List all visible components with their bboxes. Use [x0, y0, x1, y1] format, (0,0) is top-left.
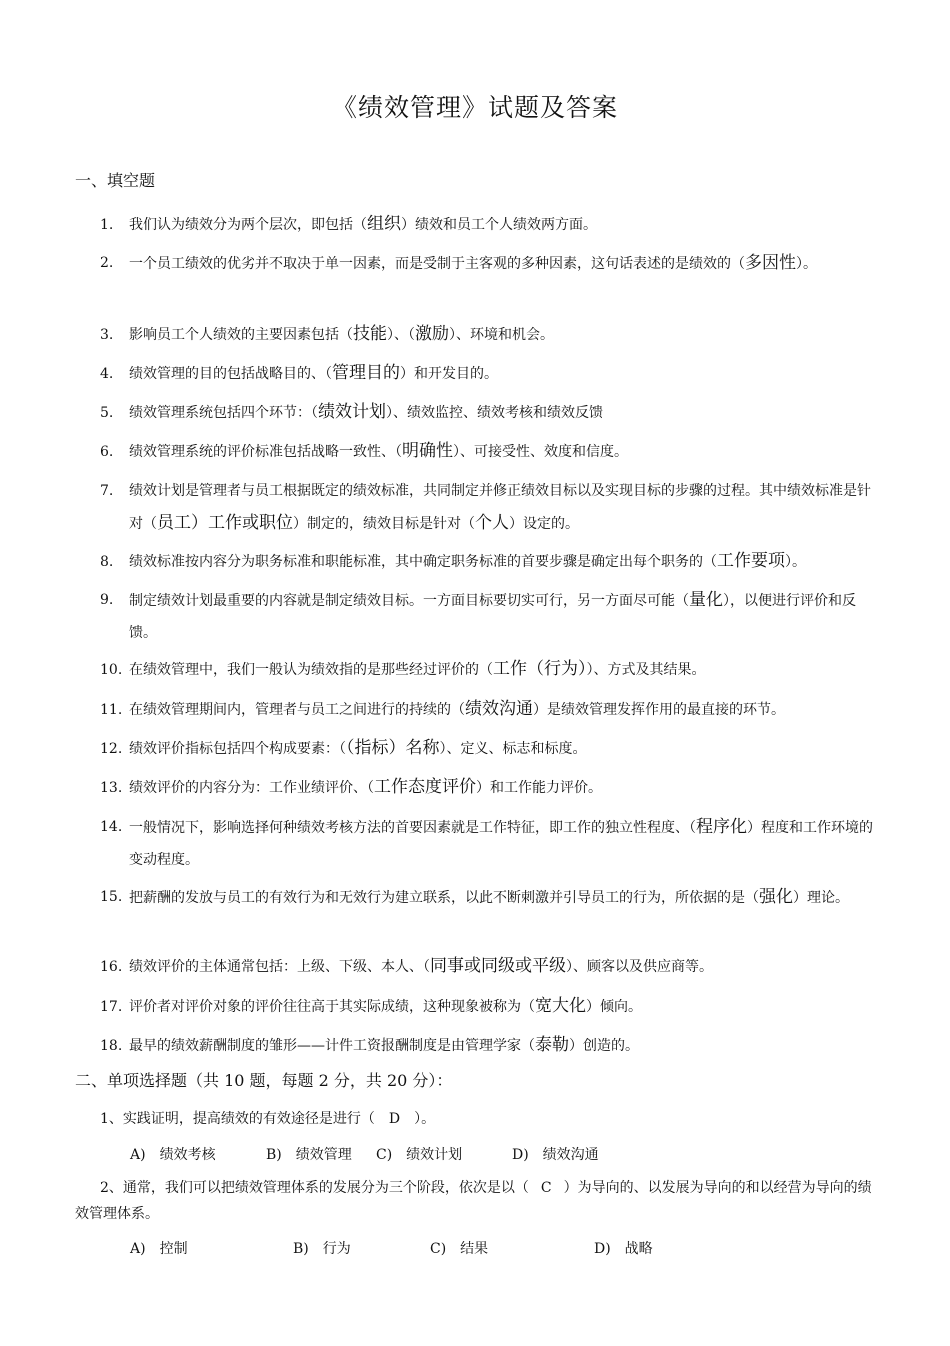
- answer: 量化: [689, 590, 723, 610]
- answer: 组织: [367, 214, 401, 234]
- option-b: B) 绩效管理: [266, 1147, 352, 1163]
- option-a: A) 绩效考核: [130, 1147, 216, 1163]
- fill-in-question-15: 15. 把薪酬的发放与员工的有效行为和无效行为建立联系，以此不断刺激并引导员工的行为，所依据的是（强化）理论。: [100, 887, 849, 907]
- answer: 技能: [353, 324, 387, 344]
- fill-in-question-11: 11. 在绩效管理期间内，管理者与员工之间进行的持续的（绩效沟通）是绩效管理发挥作用的最直接的环节。: [100, 699, 785, 719]
- option-d: D) 绩效沟通: [512, 1147, 599, 1163]
- answer: 多因性: [745, 253, 796, 273]
- choice-question-2: 2、通常，我们可以把绩效管理体系的发展分为三个阶段，依次是以（ C ）为导向的、以发展为导向的和以经营为导向的绩效管理体系。: [75, 1175, 880, 1227]
- fill-in-question-2: 2. 一个员工绩效的优劣并不取决于单一因素，而是受制于主客观的多种因素，这句话表述的是绩效的（多因性）。: [100, 253, 817, 273]
- fill-in-question-12: 12. 绩效评价指标包括四个构成要素：（（指标）名称）、定义、标志和标度。: [100, 738, 587, 758]
- answer: 工作（行为）: [493, 659, 587, 679]
- fill-in-question-10: 10. 在绩效管理中，我们一般认为绩效指的是那些经过评价的（工作（行为））、方式及其结果。: [100, 659, 706, 679]
- fill-in-question-7: 7. 绩效计划是管理者与员工根据既定的绩效标准，共同制定并修正绩效目标以及实现目标的步骤的过程。其中绩效标准是针对（员工）工作或职位）制定的，绩效目标是针对（个人）设定的。: [100, 483, 871, 533]
- answer: 个人: [475, 513, 509, 533]
- fill-in-question-17: 17. 评价者对评价对象的评价往往高于其实际成绩，这种现象被称为（宽大化）倾向。: [100, 996, 642, 1016]
- fill-in-question-16: 16. 绩效评价的主体通常包括：上级、下级、本人、（同事或同级或平级）、顾客以及供应商等。: [100, 956, 713, 976]
- fill-in-question-1: 1. 我们认为绩效分为两个层次，即包括（组织）绩效和员工个人绩效两方面。: [100, 214, 597, 234]
- fill-in-question-5: 5. 绩效管理系统包括四个环节：（绩效计划）、绩效监控、绩效考核和绩效反馈: [100, 402, 603, 422]
- answer: 激励: [415, 324, 449, 344]
- fill-in-question-3: 3. 影响员工个人绩效的主要因素包括（技能）、（激励）、环境和机会。: [100, 324, 554, 344]
- option-d: D) 战略: [594, 1241, 653, 1257]
- answer: 管理目的: [332, 363, 400, 383]
- section-choice-heading: 二、单项选择题（共 10 题，每题 2 分，共 20 分）：: [75, 1071, 453, 1090]
- answer: 明确性: [402, 441, 453, 461]
- option-c: C) 结果: [430, 1241, 489, 1257]
- answer: 泰勒: [535, 1035, 569, 1055]
- answer: 同事或同级或平级: [430, 956, 566, 976]
- answer: 工作态度评价: [374, 777, 476, 797]
- option-c: C) 绩效计划: [376, 1147, 463, 1163]
- fill-in-question-13: 13. 绩效评价的内容分为：工作业绩评价、（工作态度评价）和工作能力评价。: [100, 777, 602, 797]
- answer: 员工）工作或职位: [157, 513, 293, 533]
- answer: 绩效沟通: [465, 699, 533, 719]
- answer: 绩效计划: [318, 402, 386, 422]
- fill-in-question-6: 6. 绩效管理系统的评价标准包括战略一致性、（明确性）、可接受性、效度和信度。: [100, 441, 628, 461]
- fill-in-question-14: 14. 一般情况下，影响选择何种绩效考核方法的首要因素就是工作特征，即工作的独立性程度、（程序化）程度和工作环境的变动程度。: [100, 817, 873, 868]
- answer: 程序化: [696, 817, 747, 837]
- option-b: B) 行为: [293, 1241, 351, 1257]
- fill-in-question-18: 18. 最早的绩效薪酬制度的雏形——计件工资报酬制度是由管理学家（泰勒）创造的。: [100, 1035, 639, 1055]
- answer: C: [540, 1180, 552, 1196]
- document-title: 《绩效管理》试题及答案: [331, 93, 618, 122]
- answer: 强化: [759, 887, 793, 907]
- answer: （指标）名称: [346, 738, 440, 758]
- answer: 宽大化: [535, 996, 586, 1016]
- answer: D: [388, 1111, 401, 1127]
- fill-in-question-8: 8. 绩效标准按内容分为职务标准和职能标准，其中确定职务标准的首要步骤是确定出每个职务的（工作要项）。: [100, 551, 806, 571]
- fill-in-question-9: 9. 制定绩效计划最重要的内容就是制定绩效目标。一方面目标要切实可行，另一方面尽可能（量化），以便进行评价和反馈。: [100, 590, 856, 641]
- answer: 工作要项: [717, 551, 785, 571]
- option-a: A) 控制: [130, 1241, 188, 1257]
- fill-in-question-4: 4. 绩效管理的目的包括战略目的、（管理目的）和开发目的。: [100, 363, 498, 383]
- choice-question-1: 1、实践证明，提高绩效的有效途径是进行（ D ）。: [100, 1106, 880, 1132]
- section-fill-in-heading: 一、填空题: [75, 171, 156, 190]
